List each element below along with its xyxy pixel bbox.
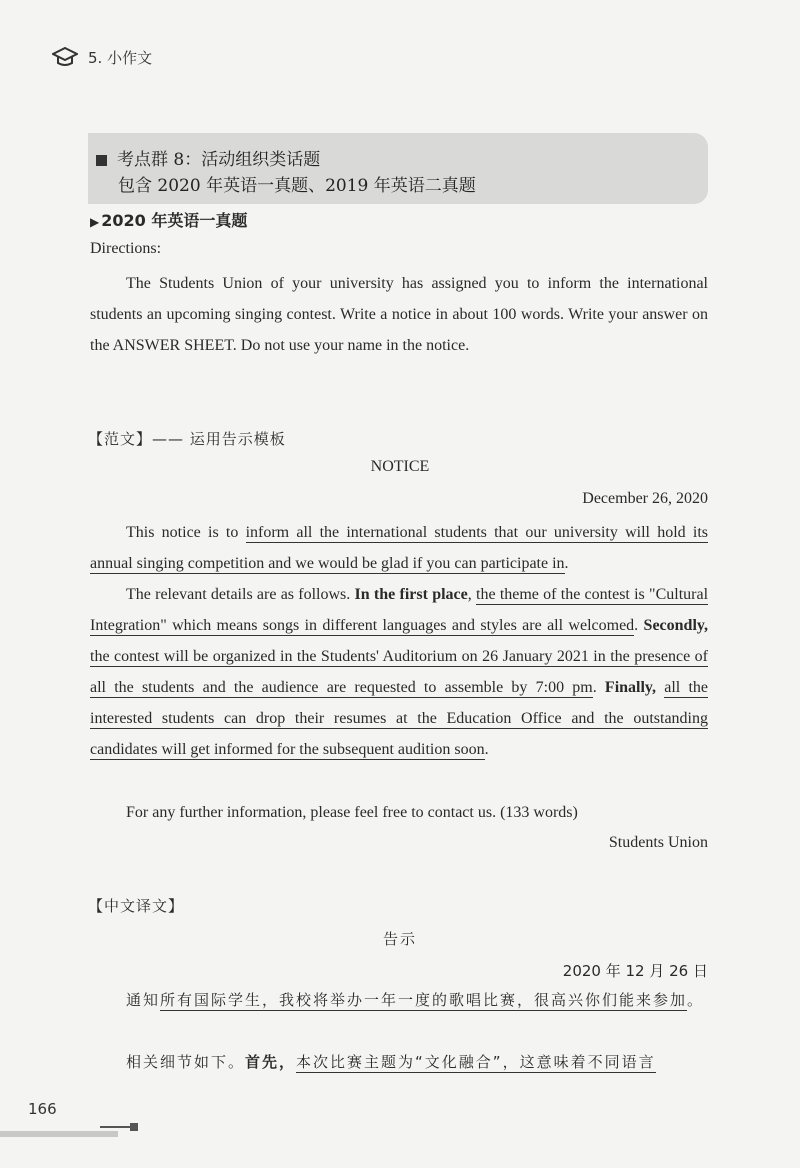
notice-date: December 26, 2020	[582, 490, 708, 507]
square-bullet-icon	[96, 155, 107, 166]
translation-title: 告示	[382, 930, 417, 948]
footer-line	[100, 1126, 130, 1128]
directions-text: The Students Union of your university has assigned you to inform the international students an upcoming singing contest. Write a notice in about 100 words. Write your answer on the ANSWER SHEET. Do not use your name in the notice.	[90, 275, 708, 354]
notice-paragraph-1: This notice is to inform all the international students that our university will hold its annual singing competition and we would be glad if you can participate in.	[90, 524, 709, 572]
exam-source: ▶ 2020 年英语一真题	[90, 211, 248, 230]
page-header	[52, 46, 152, 68]
footer-square	[130, 1123, 138, 1131]
sample-label: 【范文】—— 运用告示模板	[88, 430, 286, 448]
footer-bar	[0, 1131, 118, 1137]
notice-title: NOTICE	[370, 458, 430, 475]
topic-line-2: 包含 2020 年英语一真题、2019 年英语二真题	[118, 176, 476, 196]
notice-paragraph-2: The relevant details are as follows. In the first place, the theme of the contest is "Cultural Integration" which means songs in different languages and styles are all welcomed. Secondly, the contest will be organized in the Students' Auditorium on 26 January 2021 in the presence of all the students and the audience are requested to assemble by 7:00 pm. Finally, all the interested students can drop their resumes at the Education Office and the outstanding candidates will get informed for the subsequent audition soon.	[90, 586, 709, 758]
translation-paragraph-1: 通知所有国际学生，我校将举办一年一度的歌唱比赛，很高兴你们能来参加。	[126, 991, 705, 1009]
topic-line-1: 考点群 8：活动组织类话题	[96, 145, 320, 170]
graduation-cap-icon	[52, 46, 78, 68]
page-number: 166	[28, 1100, 57, 1118]
directions-label: Directions:	[90, 240, 162, 257]
translation-paragraph-2: 相关细节如下。首先，本次比赛主题为“文化融合”，这意味着不同语言	[126, 1053, 656, 1071]
chapter-title: 5. 小作文	[88, 48, 153, 67]
translation-label: 【中文译文】	[88, 897, 185, 915]
notice-signature: Students Union	[608, 834, 708, 851]
topic-banner	[88, 133, 708, 204]
triangle-right-icon: ▶	[90, 215, 100, 229]
notice-paragraph-3: For any further information, please feel free to contact us. (133 words)	[126, 804, 578, 821]
translation-date: 2020 年 12 月 26 日	[562, 962, 708, 980]
